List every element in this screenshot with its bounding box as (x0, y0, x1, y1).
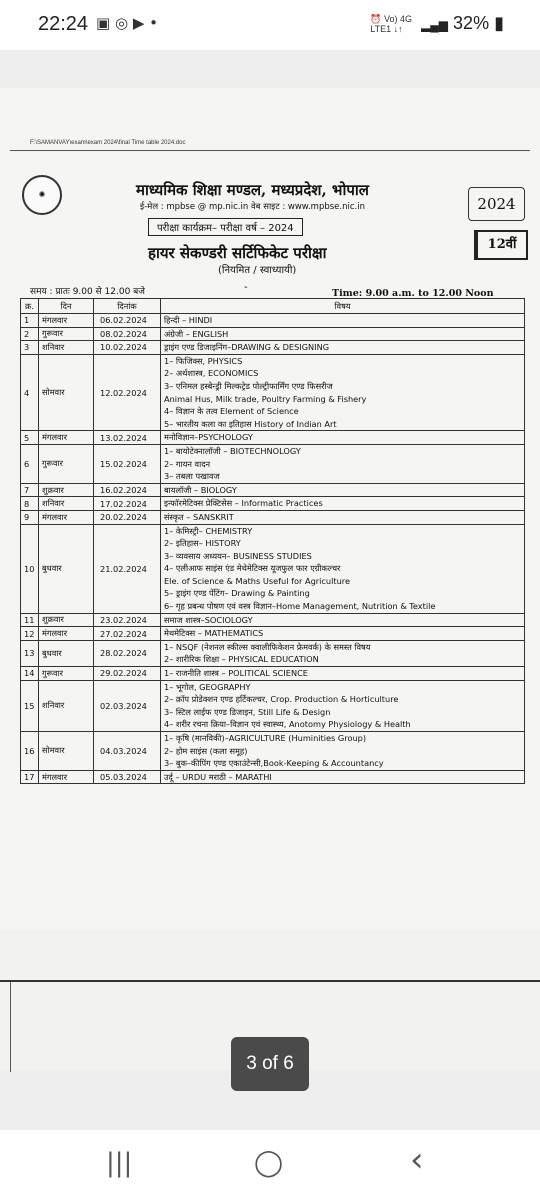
header-subject: विषय (161, 299, 525, 314)
board-logo: ✺ (22, 175, 62, 215)
battery-icon: ▮ (494, 13, 504, 33)
row-day: मंगलवार (39, 770, 94, 784)
row-date: 05.03.2024 (94, 770, 161, 784)
row-subjects (161, 354, 525, 431)
navigation-bar (0, 1130, 540, 1204)
table-row (21, 327, 525, 341)
table-row (21, 341, 525, 355)
battery-status (421, 13, 504, 34)
row-date: 17.02.2024 (94, 497, 161, 511)
clock: 22:24 (38, 13, 89, 35)
row-day: शुक्रवार (39, 613, 94, 627)
status-bar (0, 0, 540, 50)
subject-line: 2– होम साइंस (कला समूह) (164, 745, 248, 756)
table-row (21, 732, 525, 771)
subject-line: 4– विज्ञान के तत्व Element of Science (164, 406, 299, 417)
row-subjects (161, 770, 525, 784)
subject-line: Animal Hus, Milk trade, Poultry Farming & Fishery (164, 393, 367, 404)
row-day: शनिवार (39, 680, 94, 731)
table-row (21, 354, 525, 431)
network-label: Vo) 4G LTE1 ↓↑ (370, 14, 412, 34)
subject-line: 1– भूगोल, GEOGRAPHY (164, 681, 251, 692)
row-date: 12.02.2024 (94, 354, 161, 431)
class-box: 12वीं (474, 230, 528, 260)
row-date: 08.02.2024 (94, 327, 161, 341)
subject-line: 1– कृषि (मानविकी)–AGRICULTURE (Huminities Group) (164, 733, 367, 743)
row-day: मंगलवार (39, 431, 94, 445)
row-day: शुक्रवार (39, 483, 94, 497)
exam-name: हायर सेकण्डरी सर्टिफिकेट परीक्षा (148, 244, 327, 262)
subject-line: 1– NSQF (नेशनल स्कील्स क्वालीफिकेशन फ्रेमवर्क) के समस्त विषय (164, 641, 371, 652)
row-number: 7 (21, 483, 39, 497)
row-subjects (161, 483, 525, 497)
subject-line: 5– ड्राइंग एण्ड पेंटिंग– Drawing & Painting (164, 588, 310, 599)
row-number: 12 (21, 627, 39, 641)
table-row (21, 510, 525, 524)
signal-icon: ▂▄▆ (421, 18, 449, 32)
file-path-top: F:\SAMANVAY\exam\exam 2024\final Time table 2024.doc (30, 140, 186, 146)
row-date: 29.02.2024 (94, 667, 161, 681)
timetable-body (21, 314, 525, 784)
table-row (21, 483, 525, 497)
row-date: 06.02.2024 (94, 314, 161, 328)
subject-line: 1– केमिस्ट्री– CHEMISTRY (164, 525, 253, 536)
table-row (21, 613, 525, 627)
row-subjects (161, 497, 525, 511)
board-name: माध्यमिक शिक्षा मण्डल, मध्यप्रदेश, भोपाल (136, 181, 369, 199)
subject-line: 6– गृह प्रबन्ध पोषण एवं वस्त्र विज्ञान–Home Management, Nutrition & Textile (164, 601, 436, 612)
page-indicator: 3 of 6 (231, 1037, 309, 1091)
row-subjects (161, 627, 525, 641)
exam-type: (नियमित / स्वाध्यायी) (218, 265, 297, 276)
row-subjects (161, 667, 525, 681)
battery-percent: 32% (453, 13, 490, 33)
row-number: 15 (21, 680, 39, 731)
subject-line: ड्राइंग एण्ड डिजाइनिंग–DRAWING & DESIGNING (164, 342, 330, 353)
row-number: 13 (21, 640, 39, 666)
subject-line: 4– शरीर रचना क्रिया–विज्ञान एवं स्वास्थ्य, Anotomy Physiology & Health (164, 719, 411, 730)
row-date: 21.02.2024 (94, 524, 161, 613)
subject-line: उर्दू – URDU मराठी – MARATHI (164, 771, 272, 782)
header-sn: क्र. (21, 299, 39, 314)
next-page-rule (0, 980, 540, 982)
timetable (20, 298, 525, 784)
subject-line: 5– भारतीय कला का इतिहास History of Indian Art (164, 418, 337, 429)
subject-line: हिन्दी – HINDI (164, 315, 213, 325)
row-day: बुधवार (39, 524, 94, 613)
table-row (21, 497, 525, 511)
row-number: 4 (21, 354, 39, 431)
network-icon (370, 14, 412, 34)
row-date: 20.02.2024 (94, 510, 161, 524)
row-subjects (161, 524, 525, 613)
row-day: सोमवार (39, 732, 94, 771)
subject-line: 3– व्यवसाय अध्ययन– BUSINESS STUDIES (164, 550, 312, 561)
subject-line: 4– एलीआफ साइंस एंड मेथेमेटिक्स यूजफुल फार एग्रीकल्चर (164, 563, 341, 574)
table-row (21, 770, 525, 784)
year-box: 2024 (468, 187, 525, 221)
subject-line: संस्कृत – SANSKRIT (164, 511, 234, 522)
row-date: 04.03.2024 (94, 732, 161, 771)
youtube-icon: ▶ (132, 14, 145, 32)
whatsapp-icon: ◎ (114, 14, 129, 32)
subject-line: 3– तबला पखावज (164, 471, 220, 482)
row-day: गुरूवार (39, 667, 94, 681)
table-row (21, 667, 525, 681)
table-row (21, 680, 525, 731)
subject-line: 2– गायन वादन (164, 458, 211, 469)
subject-line: समाज शास्त्र–SOCIOLOGY (164, 614, 253, 625)
row-day: बुधवार (39, 640, 94, 666)
row-day: गुरूवार (39, 327, 94, 341)
row-day: गुरूवार (39, 444, 94, 483)
subject-line: 2– क्रॉप प्रोडेक्शन एण्ड हर्टिकल्चर, Crop. Production & Horticulture (164, 694, 399, 705)
row-day: मंगलवार (39, 627, 94, 641)
contact-line: ई-मेल : mpbse @ mp.nic.in वेब साइट : www.mpbse.nic.in (140, 202, 365, 212)
gallery-icon: ▣ (96, 14, 111, 32)
notification-icons (96, 14, 158, 32)
row-day: शनिवार (39, 341, 94, 355)
subject-line: 3– स्टिल लाईफ एण्ड डिजाइन, Still Life & Design (164, 706, 331, 717)
table-row (21, 640, 525, 666)
row-date: 16.02.2024 (94, 483, 161, 497)
row-date: 28.02.2024 (94, 640, 161, 666)
subject-line: 2– इतिहास– HISTORY (164, 538, 241, 549)
row-subjects (161, 640, 525, 666)
row-date: 15.02.2024 (94, 444, 161, 483)
header-day: दिन (39, 299, 94, 314)
row-subjects (161, 444, 525, 483)
back-button[interactable]: ‹ (410, 1140, 424, 1180)
subject-line: Ele. of Science & Maths Useful for Agriculture (164, 575, 350, 586)
row-subjects (161, 327, 525, 341)
row-number: 5 (21, 431, 39, 445)
dot-icon: • (149, 14, 159, 32)
subject-line: इन्फॉरमेटिक्स प्रेक्टिसेस – Informatic Practices (164, 498, 323, 509)
next-page-margin (10, 982, 11, 1072)
row-number: 11 (21, 613, 39, 627)
row-number: 14 (21, 667, 39, 681)
row-number: 8 (21, 497, 39, 511)
row-number: 17 (21, 770, 39, 784)
row-subjects (161, 732, 525, 771)
row-number: 10 (21, 524, 39, 613)
row-date: 02.03.2024 (94, 680, 161, 731)
row-number: 2 (21, 327, 39, 341)
row-day: सोमवार (39, 354, 94, 431)
row-date: 13.02.2024 (94, 431, 161, 445)
subject-line: बायलॉजी – BIOLOGY (164, 484, 237, 495)
time-english: Time: 9.00 a.m. to 12.00 Noon (332, 288, 494, 299)
row-day: मंगलवार (39, 510, 94, 524)
subject-line: 2– अर्थशास्त्र, ECONOMICS (164, 368, 259, 379)
separator-dash: - (244, 282, 248, 293)
table-row (21, 444, 525, 483)
row-subjects (161, 314, 525, 328)
row-number: 1 (21, 314, 39, 328)
alarm-icon: ⏰ (370, 14, 382, 24)
row-date: 10.02.2024 (94, 341, 161, 355)
row-day: मंगलवार (39, 314, 94, 328)
subject-line: 2– शारीरिक शिक्षा – PHYSICAL EDUCATION (164, 654, 319, 665)
row-number: 9 (21, 510, 39, 524)
row-subjects (161, 613, 525, 627)
subject-line: अंग्रेजी – ENGLISH (164, 328, 229, 339)
table-header-row (21, 299, 525, 314)
subject-line: 3– एनिमल हस्बेन्ड्री मिल्कट्रेड पोल्ट्रीफार्मिंग एण्ड फिसरीज (164, 380, 333, 391)
row-subjects (161, 680, 525, 731)
subject-line: 3– बुक–कीपिंग एण्ड एकाउंटेन्सी,Book-Keeping & Accountancy (164, 758, 384, 769)
recents-button[interactable]: ||| (106, 1148, 133, 1178)
row-subjects (161, 510, 525, 524)
header-date: दिनांक (94, 299, 161, 314)
row-subjects (161, 341, 525, 355)
table-row (21, 314, 525, 328)
table-row (21, 524, 525, 613)
subject-line: 1– फिजिक्स, PHYSICS (164, 355, 243, 366)
home-button[interactable]: ◯ (254, 1148, 284, 1178)
row-date: 23.02.2024 (94, 613, 161, 627)
subject-line: 1– राजनीति शास्त्र – POLITICAL SCIENCE (164, 668, 308, 679)
subject-line: 1– बायोटेक्नालॉजी – BIOTECHNOLOGY (164, 445, 301, 456)
subject-line: मेथमेटिक्स – MATHEMATICS (164, 628, 264, 639)
row-day: शनिवार (39, 497, 94, 511)
programme-box: परीक्षा कार्यक्रम– परीक्षा वर्ष – 2024 (148, 218, 303, 236)
subject-line: मनोविज्ञान–PSYCHOLOGY (164, 432, 253, 443)
row-date: 27.02.2024 (94, 627, 161, 641)
time-hindi: समय : प्रातः 9.00 से 12.00 बजे (30, 287, 145, 297)
row-number: 6 (21, 444, 39, 483)
table-row (21, 431, 525, 445)
page-header-rule (10, 150, 530, 151)
row-number: 3 (21, 341, 39, 355)
row-subjects (161, 431, 525, 445)
table-row (21, 627, 525, 641)
row-number: 16 (21, 732, 39, 771)
